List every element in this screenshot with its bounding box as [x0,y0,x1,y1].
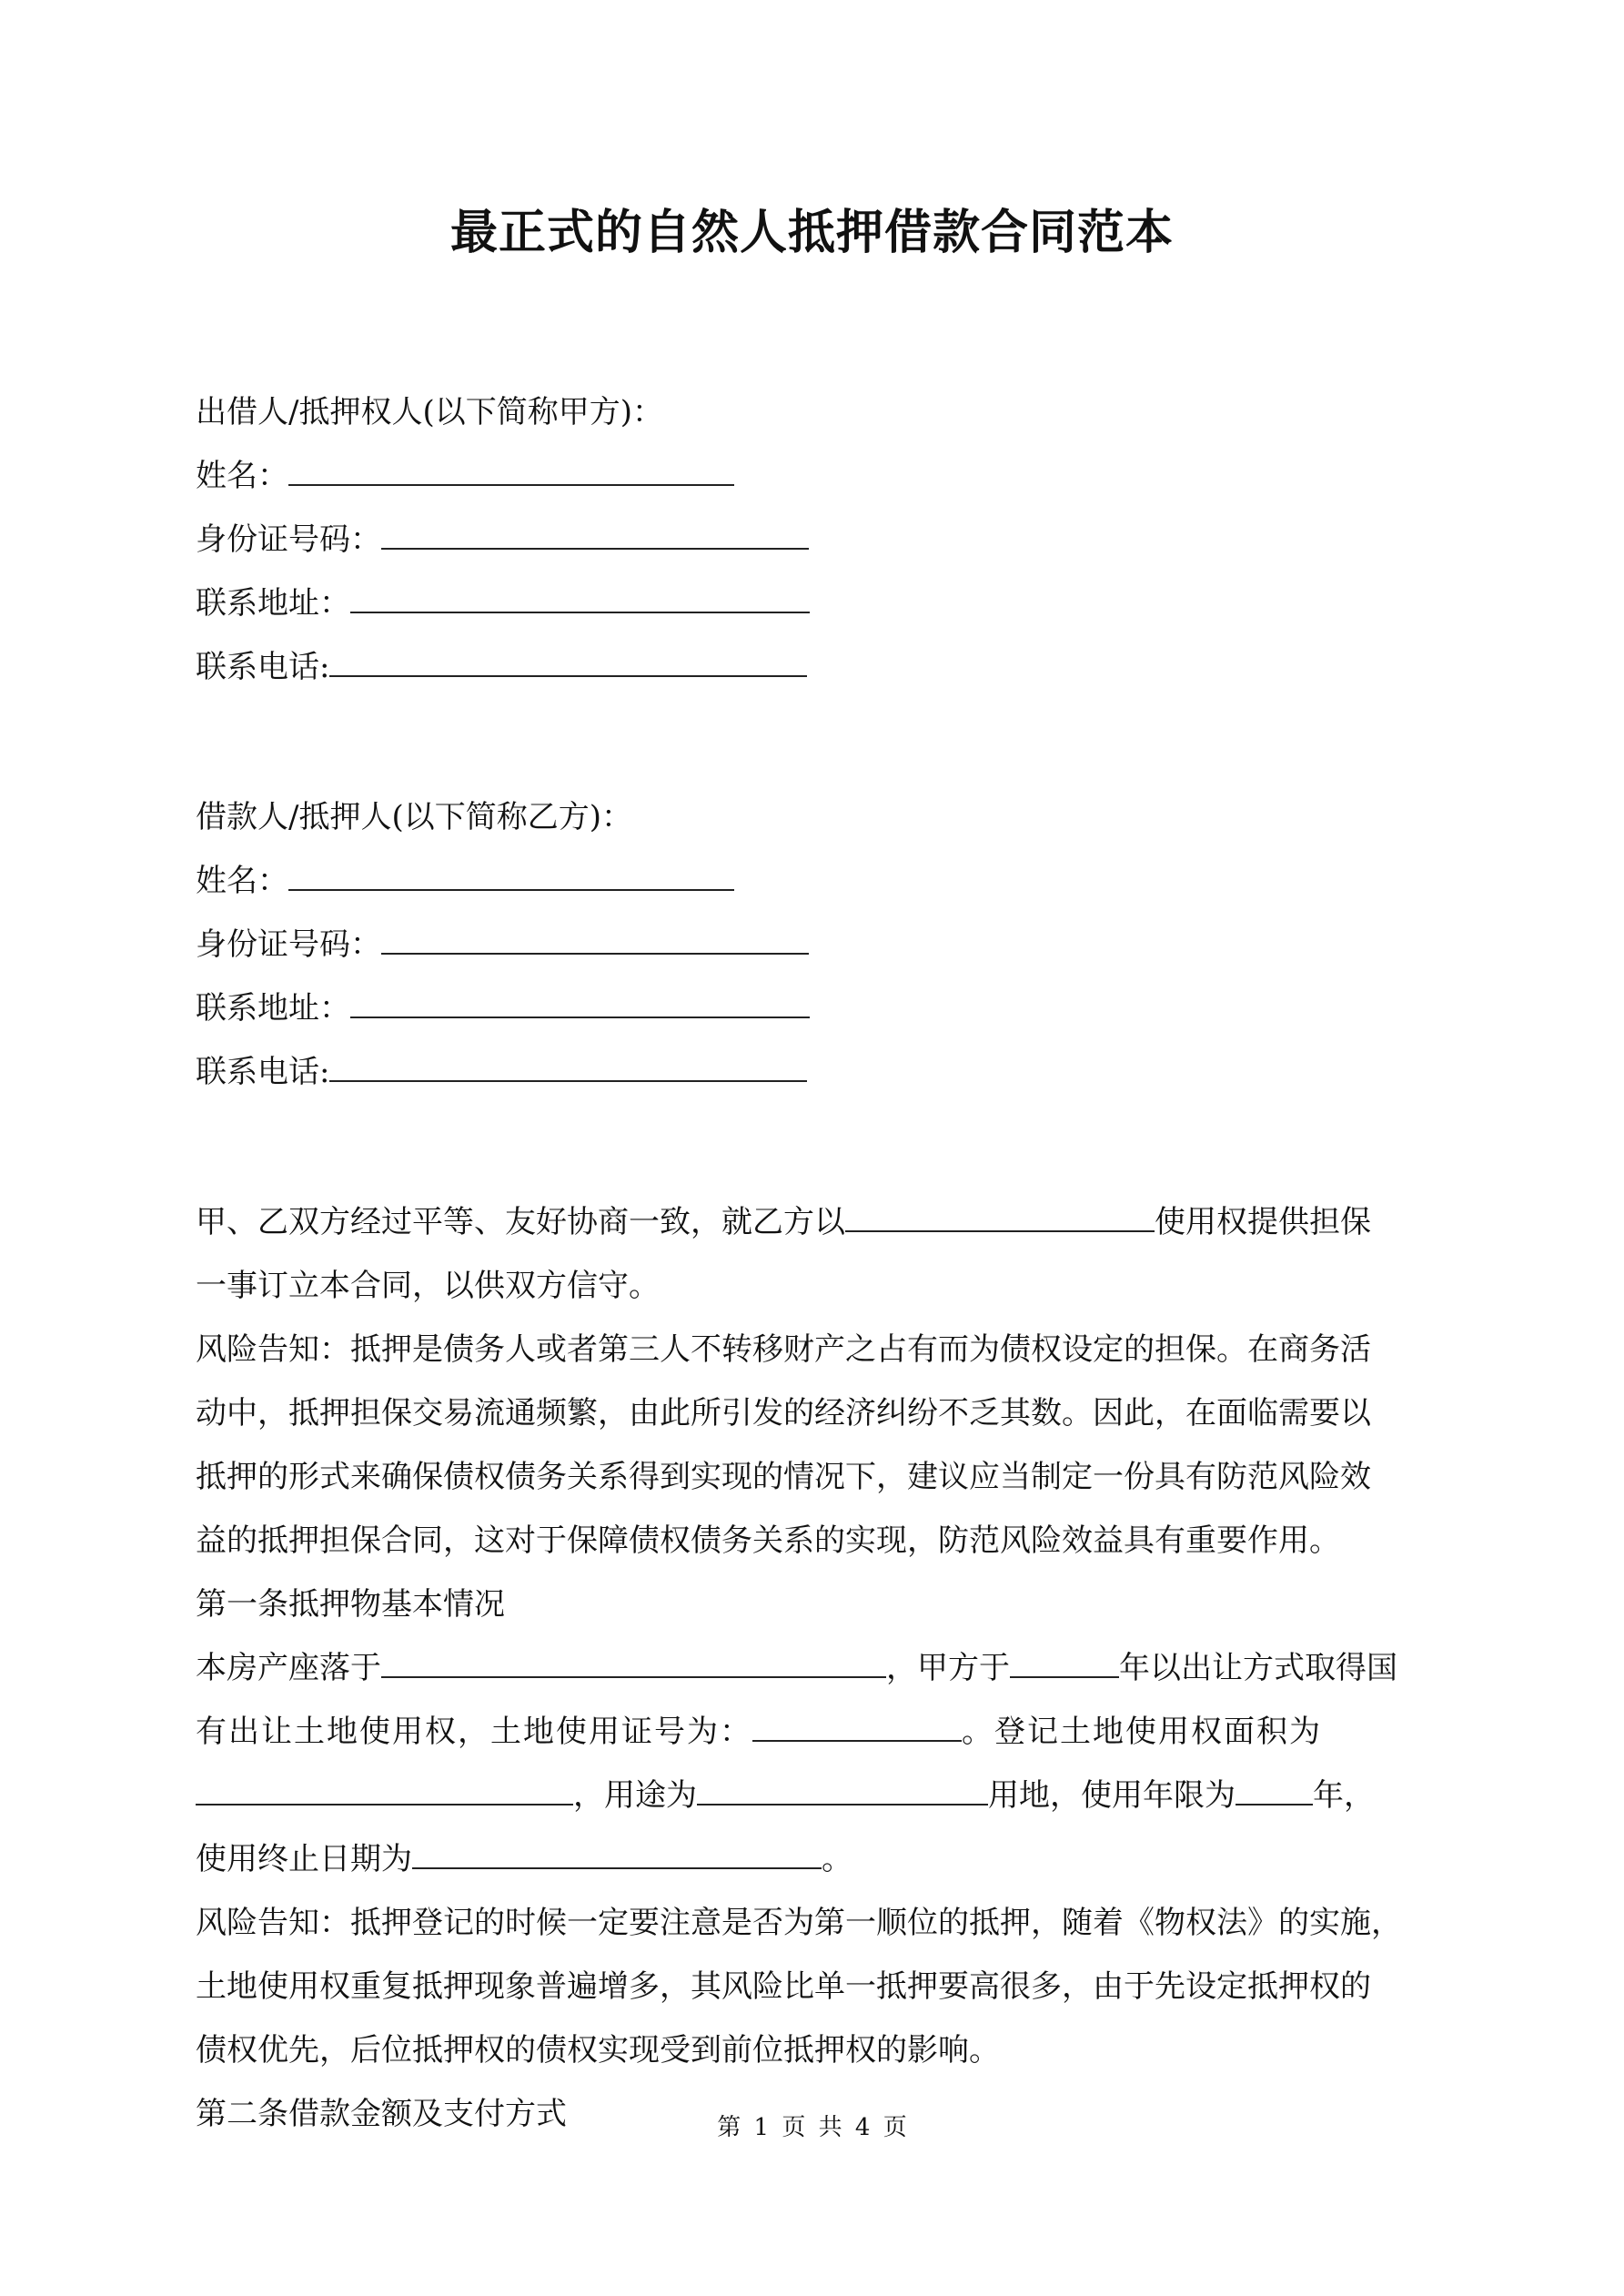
article-1-line-2 [196,1700,1433,1764]
intro-text-after: 使用权提供担保 [1155,1204,1371,1240]
article-1-text: 本房产座落于 [196,1650,381,1686]
party-b-phone-row [196,1040,1433,1104]
spacer [196,1104,1433,1168]
party-a-id-row [196,508,1433,571]
land-use-blank[interactable] [697,1769,988,1805]
document-title: 最正式的自然人抵押借款合同范本 [449,205,1174,260]
acquisition-year-blank[interactable] [1010,1642,1119,1678]
article-1-text: 使用终止日期为 [196,1841,412,1877]
party-b-name-row [196,849,1433,913]
risk-notice-2-line: 风险告知：抵押登记的时候一定要注意是否为第一顺位的抵押，随着《物权法》的实施， [196,1905,1402,1941]
article-1-text: 用地，使用年限为 [988,1777,1236,1814]
party-a-name-label: 姓名： [196,458,288,494]
party-b-name-label: 姓名： [196,863,288,899]
document-body [196,380,1433,2146]
article-1-heading: 第一条抵押物基本情况 [196,1586,505,1623]
risk-notice-1-line: 风险告知：抵押是债务人或者第三人不转移财产之占有而为债权设定的担保。在商务活 [196,1331,1371,1368]
use-term-blank[interactable] [1236,1769,1313,1805]
intro-text-before: 甲、乙双方经过平等、友好协商一致，就乙方以 [196,1204,845,1240]
article-1-text: 年以出让方式取得国 [1119,1650,1397,1686]
party-a-address-blank[interactable] [350,577,810,613]
termination-date-blank[interactable] [412,1833,822,1869]
party-b-id-blank[interactable] [381,918,809,955]
article-1-line-1 [196,1636,1433,1700]
land-area-blank[interactable] [196,1769,573,1805]
party-a-id-blank[interactable] [381,513,809,550]
risk-notice-1-line: 动中，抵押担保交易流通频繁，由此所引发的经济纠纷不乏其数。因此，在面临需要以 [196,1395,1371,1431]
party-a-id-label: 身份证号码： [196,521,381,558]
party-b-phone-label: 联系电话: [196,1054,330,1090]
party-b-address-blank[interactable] [350,982,810,1018]
article-1-line-4 [196,1827,1433,1891]
party-b-name-blank[interactable] [288,855,734,891]
party-b-id-label: 身份证号码： [196,926,381,963]
party-a-phone-label: 联系电话: [196,649,330,685]
party-a-name-row [196,444,1433,508]
party-b-phone-blank[interactable] [329,1046,807,1082]
risk-notice-1-line: 益的抵押担保合同，这对于保障债权债务关系的实现，防范风险效益具有重要作用。 [196,1522,1340,1559]
party-b-address-label: 联系地址： [196,990,350,1027]
article-1-text: 年， [1313,1777,1375,1814]
article-1-line-3 [196,1764,1433,1827]
party-a-name-blank[interactable] [288,450,734,486]
article-1-text: 。登记土地使用权面积为 [962,1714,1322,1750]
party-a-heading: 出借人/抵押权人(以下简称甲方)： [196,394,663,430]
article-1-text: 。 [822,1841,852,1877]
article-2-heading: 第二条借款金额及支付方式 [196,2096,567,2132]
page-footer: 第 1 页 共 4 页 [717,2114,907,2141]
party-a-address-row [196,571,1433,635]
risk-notice-2-line: 土地使用权重复抵押现象普遍增多，其风险比单一抵押要高很多，由于先设定抵押权的 [196,1968,1371,2005]
spacer [196,1168,1433,1190]
article-1-text: 有出让土地使用权，土地使用证号为： [196,1714,752,1750]
risk-notice-1-line: 抵押的形式来确保债权债务关系得到实现的情况下，建议应当制定一份具有防范风险效 [196,1459,1371,1495]
property-location-blank[interactable] [381,1642,886,1678]
party-a-phone-blank[interactable] [329,641,807,677]
party-a-phone-row [196,635,1433,699]
risk-notice-2-line: 债权优先，后位抵押权的债权实现受到前位抵押权的影响。 [196,2032,1000,2068]
party-b-id-row [196,913,1433,976]
article-1-text: ，甲方于 [886,1650,1010,1686]
party-a-address-label: 联系地址： [196,585,350,622]
party-b-address-row [196,976,1433,1040]
party-b-heading: 借款人/抵押人(以下简称乙方)： [196,799,632,835]
collateral-blank[interactable] [845,1196,1155,1232]
intro-line-1 [196,1190,1433,1254]
land-certificate-blank[interactable] [752,1705,962,1742]
intro-line-2: 一事订立本合同，以供双方信守。 [196,1268,660,1304]
spacer [196,699,1433,763]
spacer [196,763,1433,785]
article-1-text: ，用途为 [573,1777,697,1814]
